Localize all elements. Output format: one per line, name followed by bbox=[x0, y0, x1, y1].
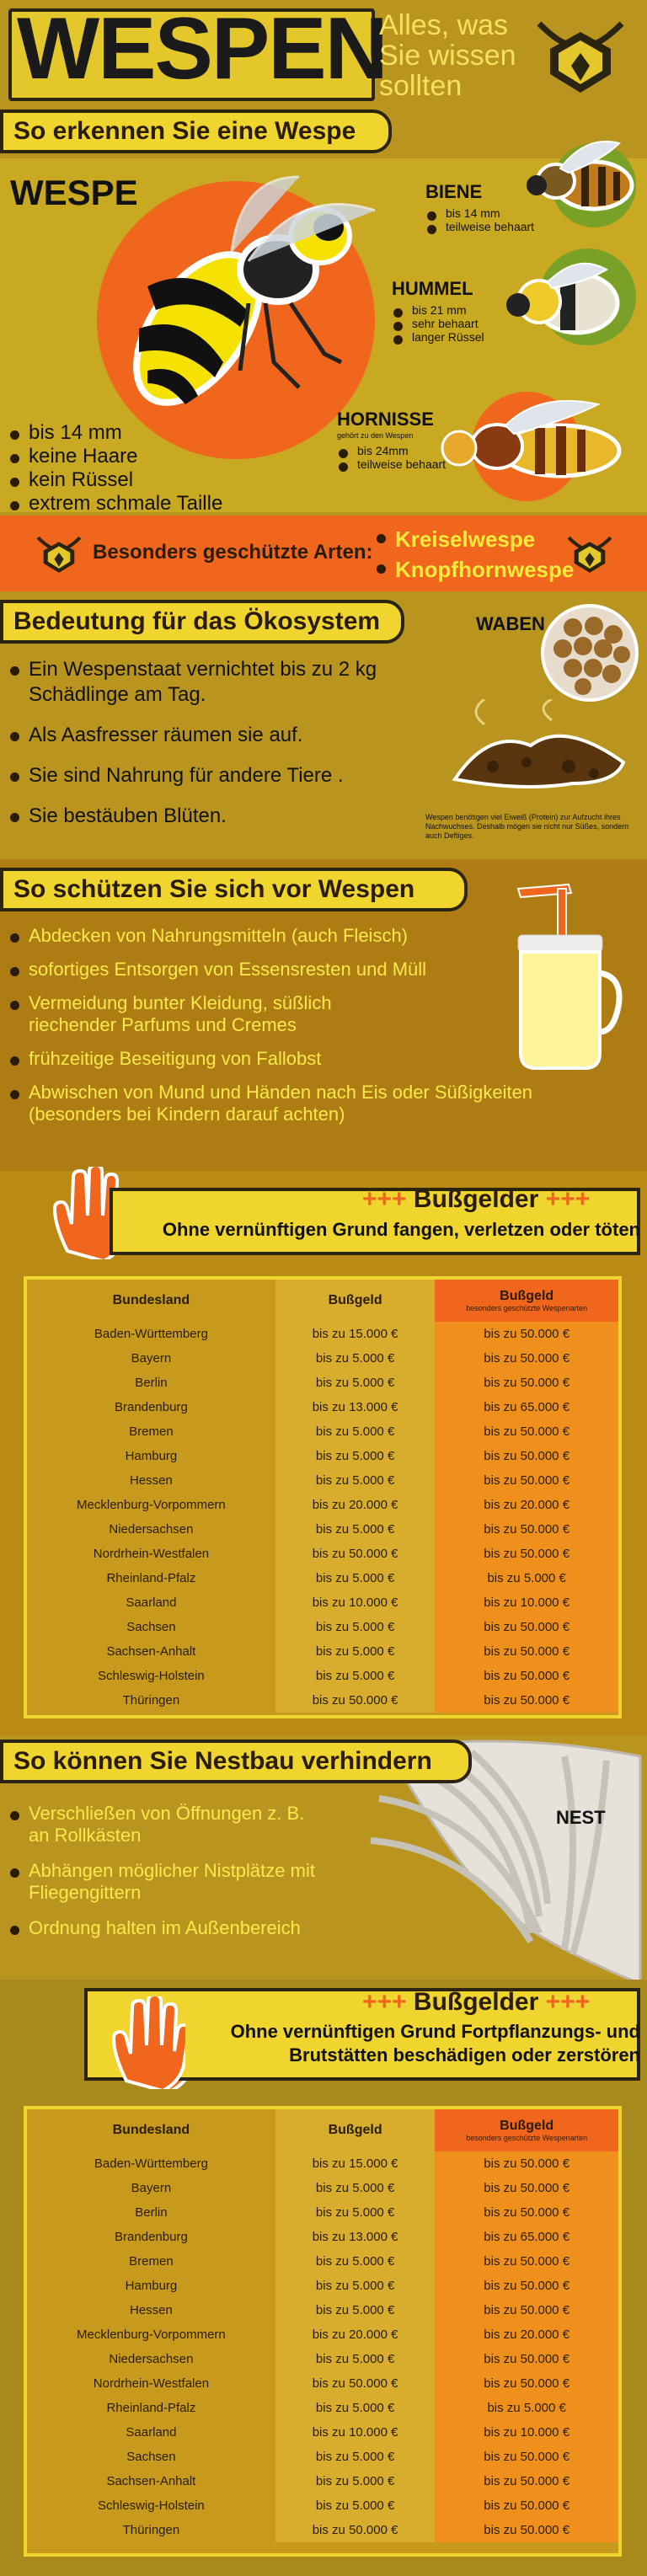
cell-fine-protected: bis zu 65.000 € bbox=[435, 1395, 618, 1419]
table-row bbox=[27, 2371, 618, 2396]
cell-state: Mecklenburg-Vorpommern bbox=[27, 1493, 275, 1517]
cell-fine: bis zu 5.000 € bbox=[275, 1566, 436, 1590]
cell-fine-protected: bis zu 50.000 € bbox=[435, 2371, 618, 2396]
cell-fine: bis zu 15.000 € bbox=[275, 1322, 436, 1346]
cell-state: Bremen bbox=[27, 1419, 275, 1444]
table-row bbox=[27, 1371, 618, 1395]
fines-table-1 bbox=[24, 1276, 622, 1718]
table-row bbox=[27, 2396, 618, 2420]
cell-state: Mecklenburg-Vorpommern bbox=[27, 2322, 275, 2347]
cell-fine-protected: bis zu 50.000 € bbox=[435, 2469, 618, 2493]
drink-jar-icon bbox=[505, 880, 623, 1074]
cell-fine-protected: bis zu 5.000 € bbox=[435, 2396, 618, 2420]
col-header-fine-protected bbox=[435, 2109, 618, 2151]
nest-label: NEST bbox=[556, 1807, 606, 1828]
fines-table-grid bbox=[27, 2109, 618, 2542]
table-row bbox=[27, 1419, 618, 1444]
cell-fine: bis zu 5.000 € bbox=[275, 2396, 436, 2420]
table-row bbox=[27, 1395, 618, 1419]
cell-fine-protected: bis zu 50.000 € bbox=[435, 1688, 618, 1713]
nest-item: Ordnung halten im Außenbereich bbox=[8, 1917, 362, 1939]
table-row bbox=[27, 2322, 618, 2347]
col-header-state: Bundesland bbox=[27, 2109, 275, 2151]
cell-state: Rheinland-Pfalz bbox=[27, 2396, 275, 2420]
section-title-identify: So erkennen Sie eine Wespe bbox=[0, 110, 392, 153]
hornet-note: gehört zu den Wespen bbox=[337, 431, 414, 440]
cell-fine: bis zu 5.000 € bbox=[275, 1346, 436, 1371]
eco-item: Als Aasfresser räumen sie auf. bbox=[8, 723, 379, 748]
cell-fine: bis zu 5.000 € bbox=[275, 2249, 436, 2274]
bumblebee-label: HUMMEL bbox=[392, 278, 473, 299]
bee-illustration-icon bbox=[518, 135, 644, 227]
table-row bbox=[27, 1664, 618, 1688]
fines-title-2: +++ Bußgelder +++ bbox=[362, 1988, 591, 2016]
cell-fine-protected: bis zu 10.000 € bbox=[435, 1590, 618, 1615]
table-body bbox=[27, 2151, 618, 2542]
fines-subtitle-2: Ohne vernünftigen Grund Fortpflanzungs- und Brutstätten beschädigen oder zerstören bbox=[230, 2021, 640, 2066]
cell-state: Hessen bbox=[27, 2298, 275, 2322]
protect-item: Abwischen von Mund und Händen nach Eis oder Süßigkeiten (besonders bei Kindern darauf achten) bbox=[8, 1082, 615, 1125]
hornet-trait: bis 24mm bbox=[337, 444, 446, 457]
wasp-head-icon bbox=[34, 529, 84, 576]
table-row bbox=[27, 1322, 618, 1346]
cell-state: Bremen bbox=[27, 2249, 275, 2274]
section-title-protect: So schützen Sie sich vor Wespen bbox=[0, 868, 468, 911]
col-header-fine: Bußgeld bbox=[275, 1280, 436, 1322]
cell-fine: bis zu 20.000 € bbox=[275, 1493, 436, 1517]
meat-food-icon bbox=[451, 699, 632, 804]
cell-fine: bis zu 5.000 € bbox=[275, 1615, 436, 1639]
table-row bbox=[27, 2176, 618, 2200]
cell-state: Berlin bbox=[27, 1371, 275, 1395]
cell-fine: bis zu 5.000 € bbox=[275, 1468, 436, 1493]
cell-fine: bis zu 5.000 € bbox=[275, 2176, 436, 2200]
cell-state: Thüringen bbox=[27, 2518, 275, 2542]
cell-state: Hamburg bbox=[27, 1444, 275, 1468]
col-header-state: Bundesland bbox=[27, 1280, 275, 1322]
cell-state: Nordrhein-Westfalen bbox=[27, 1542, 275, 1566]
protected-label: Besonders geschützte Arten: bbox=[93, 541, 373, 564]
tagline: Alles, was Sie wissen sollten bbox=[379, 9, 516, 102]
cell-fine-protected: bis zu 50.000 € bbox=[435, 1664, 618, 1688]
cell-fine-protected: bis zu 50.000 € bbox=[435, 1639, 618, 1664]
col-header-fine: Bußgeld bbox=[275, 2109, 436, 2151]
cell-fine: bis zu 5.000 € bbox=[275, 1664, 436, 1688]
table-body bbox=[27, 1322, 618, 1713]
cell-state: Sachsen bbox=[27, 1615, 275, 1639]
wasp-trait: keine Haare bbox=[8, 445, 222, 468]
cell-state: Brandenburg bbox=[27, 2225, 275, 2249]
cell-fine-protected: bis zu 50.000 € bbox=[435, 1517, 618, 1542]
table-row bbox=[27, 1590, 618, 1615]
bumblebee-trait: sehr behaart bbox=[392, 317, 484, 330]
fines-title-text: Bußgelder bbox=[413, 1185, 539, 1213]
table-row bbox=[27, 2298, 618, 2322]
table-row bbox=[27, 1639, 618, 1664]
cell-state: Niedersachsen bbox=[27, 2347, 275, 2371]
nest-list bbox=[8, 1803, 362, 1939]
cell-fine-protected: bis zu 65.000 € bbox=[435, 2225, 618, 2249]
cell-fine: bis zu 5.000 € bbox=[275, 1444, 436, 1468]
table-row bbox=[27, 1468, 618, 1493]
cell-fine: bis zu 50.000 € bbox=[275, 1688, 436, 1713]
table-row bbox=[27, 2225, 618, 2249]
cell-fine-protected: bis zu 20.000 € bbox=[435, 2322, 618, 2347]
cell-fine: bis zu 20.000 € bbox=[275, 2322, 436, 2347]
section-title-nest: So können Sie Nestbau verhindern bbox=[0, 1740, 472, 1783]
cell-state: Baden-Württemberg bbox=[27, 2151, 275, 2176]
table-row bbox=[27, 2347, 618, 2371]
cell-fine-protected: bis zu 50.000 € bbox=[435, 1322, 618, 1346]
table-row bbox=[27, 2420, 618, 2445]
cell-state: Schleswig-Holstein bbox=[27, 1664, 275, 1688]
table-row bbox=[27, 1688, 618, 1713]
table-row bbox=[27, 2200, 618, 2225]
cell-fine-protected: bis zu 50.000 € bbox=[435, 2493, 618, 2518]
cell-state: Rheinland-Pfalz bbox=[27, 1566, 275, 1590]
cell-fine-protected: bis zu 50.000 € bbox=[435, 2176, 618, 2200]
cell-fine: bis zu 10.000 € bbox=[275, 1590, 436, 1615]
bee-label: BIENE bbox=[425, 181, 483, 202]
cell-fine: bis zu 5.000 € bbox=[275, 2493, 436, 2518]
fines-title-1: +++ Bußgelder +++ bbox=[362, 1185, 591, 1213]
table-row bbox=[27, 2469, 618, 2493]
cell-fine: bis zu 50.000 € bbox=[275, 2518, 436, 2542]
wasp-logo-icon bbox=[531, 7, 630, 99]
col-header-fine-protected-label: Bußgeld bbox=[500, 1289, 554, 1303]
cell-fine-protected: bis zu 50.000 € bbox=[435, 1542, 618, 1566]
bee-trait: teilweise behaart bbox=[425, 220, 534, 233]
cell-state: Sachsen bbox=[27, 2445, 275, 2469]
cell-fine-protected: bis zu 50.000 € bbox=[435, 1346, 618, 1371]
cell-fine: bis zu 50.000 € bbox=[275, 2371, 436, 2396]
cell-fine-protected: bis zu 50.000 € bbox=[435, 1371, 618, 1395]
cell-state: Bayern bbox=[27, 1346, 275, 1371]
col-header-note: besonders geschützte Wespenarten bbox=[466, 2134, 588, 2142]
page-title: WESPEN bbox=[17, 0, 387, 98]
cell-fine: bis zu 15.000 € bbox=[275, 2151, 436, 2176]
cell-state: Hamburg bbox=[27, 2274, 275, 2298]
cell-fine-protected: bis zu 50.000 € bbox=[435, 2518, 618, 2542]
cell-state: Saarland bbox=[27, 2420, 275, 2445]
wasp-traits bbox=[8, 421, 222, 516]
cell-fine: bis zu 5.000 € bbox=[275, 1371, 436, 1395]
cell-fine: bis zu 5.000 € bbox=[275, 2200, 436, 2225]
waben-label: WABEN bbox=[476, 613, 545, 634]
eco-item: Sie bestäuben Blüten. bbox=[8, 804, 379, 829]
cell-fine-protected: bis zu 50.000 € bbox=[435, 1615, 618, 1639]
hornet-trait: teilweise behaart bbox=[337, 457, 446, 471]
col-header-fine-protected bbox=[435, 1280, 618, 1322]
table-row bbox=[27, 1566, 618, 1590]
eco-note: Wespen benötigen viel Eiweiß (Protein) zur Aufzucht ihres Nachwuchses. Deshalb mögen sie nicht nur Süßes, sondern auch Deftiges. bbox=[425, 813, 629, 840]
cell-fine: bis zu 5.000 € bbox=[275, 2274, 436, 2298]
col-header-fine-protected-label: Bußgeld bbox=[500, 2119, 554, 2133]
cell-state: Sachsen-Anhalt bbox=[27, 1639, 275, 1664]
table-row bbox=[27, 2249, 618, 2274]
wasp-label: WESPE bbox=[10, 173, 138, 212]
cell-fine-protected: bis zu 10.000 € bbox=[435, 2420, 618, 2445]
cell-fine-protected: bis zu 50.000 € bbox=[435, 2249, 618, 2274]
hornet-label: HORNISSE bbox=[337, 409, 434, 430]
stop-hand-icon bbox=[110, 1996, 185, 2089]
cell-state: Nordrhein-Westfalen bbox=[27, 2371, 275, 2396]
protected-species-item: Knopfhornwespe bbox=[375, 554, 574, 585]
cell-fine: bis zu 5.000 € bbox=[275, 2445, 436, 2469]
protect-item: sofortiges Entsorgen von Essensresten und Müll bbox=[8, 959, 615, 981]
wasp-trait: bis 14 mm bbox=[8, 421, 222, 445]
table-row bbox=[27, 2518, 618, 2542]
fines-table-2 bbox=[24, 2106, 622, 2557]
cell-state: Thüringen bbox=[27, 1688, 275, 1713]
bumblebee-trait: langer Rüssel bbox=[392, 330, 484, 344]
cell-state: Schleswig-Holstein bbox=[27, 2493, 275, 2518]
cell-fine-protected: bis zu 50.000 € bbox=[435, 2200, 618, 2225]
cell-state: Berlin bbox=[27, 2200, 275, 2225]
bumblebee-traits bbox=[392, 303, 484, 344]
table-row bbox=[27, 1615, 618, 1639]
fines-table-grid bbox=[27, 1280, 618, 1713]
table-row bbox=[27, 1493, 618, 1517]
cell-state: Sachsen-Anhalt bbox=[27, 2469, 275, 2493]
section-title-eco: Bedeutung für das Ökosystem bbox=[0, 600, 404, 644]
protected-species bbox=[375, 524, 574, 585]
cell-fine: bis zu 10.000 € bbox=[275, 2420, 436, 2445]
cell-fine: bis zu 5.000 € bbox=[275, 1419, 436, 1444]
cell-fine: bis zu 13.000 € bbox=[275, 1395, 436, 1419]
cell-fine: bis zu 5.000 € bbox=[275, 2347, 436, 2371]
cell-fine: bis zu 5.000 € bbox=[275, 2469, 436, 2493]
protect-item: Abdecken von Nahrungsmitteln (auch Fleisch) bbox=[8, 925, 615, 947]
cell-fine: bis zu 5.000 € bbox=[275, 1517, 436, 1542]
table-row bbox=[27, 2151, 618, 2176]
cell-fine-protected: bis zu 50.000 € bbox=[435, 1419, 618, 1444]
cell-fine-protected: bis zu 50.000 € bbox=[435, 1444, 618, 1468]
protected-species-item: Kreiselwespe bbox=[375, 524, 574, 554]
eco-list bbox=[8, 657, 379, 829]
cell-fine-protected: bis zu 50.000 € bbox=[435, 2151, 618, 2176]
cell-state: Bayern bbox=[27, 2176, 275, 2200]
cell-fine-protected: bis zu 50.000 € bbox=[435, 2274, 618, 2298]
nest-item: Abhängen möglicher Nistplätze mit Fliegengittern bbox=[8, 1860, 362, 1904]
bumblebee-illustration-icon bbox=[497, 253, 632, 345]
honeycomb-icon bbox=[539, 602, 640, 703]
cell-state: Hessen bbox=[27, 1468, 275, 1493]
table-row bbox=[27, 2493, 618, 2518]
cell-fine: bis zu 5.000 € bbox=[275, 2298, 436, 2322]
cell-state: Niedersachsen bbox=[27, 1517, 275, 1542]
table-row bbox=[27, 1517, 618, 1542]
bee-trait: bis 14 mm bbox=[425, 206, 534, 220]
protect-item: frühzeitige Beseitigung von Fallobst bbox=[8, 1048, 615, 1070]
table-row bbox=[27, 2445, 618, 2469]
table-row bbox=[27, 1346, 618, 1371]
protect-item: Vermeidung bunter Kleidung, süßlich riechender Parfums und Cremes bbox=[8, 992, 388, 1036]
cell-fine-protected: bis zu 50.000 € bbox=[435, 1468, 618, 1493]
cell-state: Saarland bbox=[27, 1590, 275, 1615]
cell-state: Baden-Württemberg bbox=[27, 1322, 275, 1346]
col-header-note: besonders geschützte Wespenarten bbox=[466, 1304, 588, 1312]
cell-fine-protected: bis zu 50.000 € bbox=[435, 2298, 618, 2322]
cell-fine-protected: bis zu 50.000 € bbox=[435, 2445, 618, 2469]
eco-item: Ein Wespenstaat vernichtet bis zu 2 kg Schädlinge am Tag. bbox=[8, 657, 379, 708]
table-row bbox=[27, 1444, 618, 1468]
cell-fine: bis zu 13.000 € bbox=[275, 2225, 436, 2249]
bumblebee-trait: bis 21 mm bbox=[392, 303, 484, 317]
wasp-trait: kein Rüssel bbox=[8, 468, 222, 492]
wasp-trait: extrem schmale Taille bbox=[8, 492, 222, 516]
eco-item: Sie sind Nahrung für andere Tiere . bbox=[8, 763, 379, 788]
table-row bbox=[27, 1542, 618, 1566]
hornet-illustration-icon bbox=[425, 387, 640, 505]
cell-fine-protected: bis zu 5.000 € bbox=[435, 1566, 618, 1590]
fines-title-text: Bußgelder bbox=[413, 1988, 539, 2016]
cell-state: Brandenburg bbox=[27, 1395, 275, 1419]
cell-fine: bis zu 50.000 € bbox=[275, 1542, 436, 1566]
table-row bbox=[27, 2274, 618, 2298]
cell-fine: bis zu 5.000 € bbox=[275, 1639, 436, 1664]
cell-fine-protected: bis zu 50.000 € bbox=[435, 2347, 618, 2371]
cell-fine-protected: bis zu 20.000 € bbox=[435, 1493, 618, 1517]
nest-item: Verschließen von Öffnungen z. B. an Rollkästen bbox=[8, 1803, 312, 1846]
fines-subtitle-1: Ohne vernünftigen Grund fangen, verletzen oder töten bbox=[162, 1219, 640, 1240]
